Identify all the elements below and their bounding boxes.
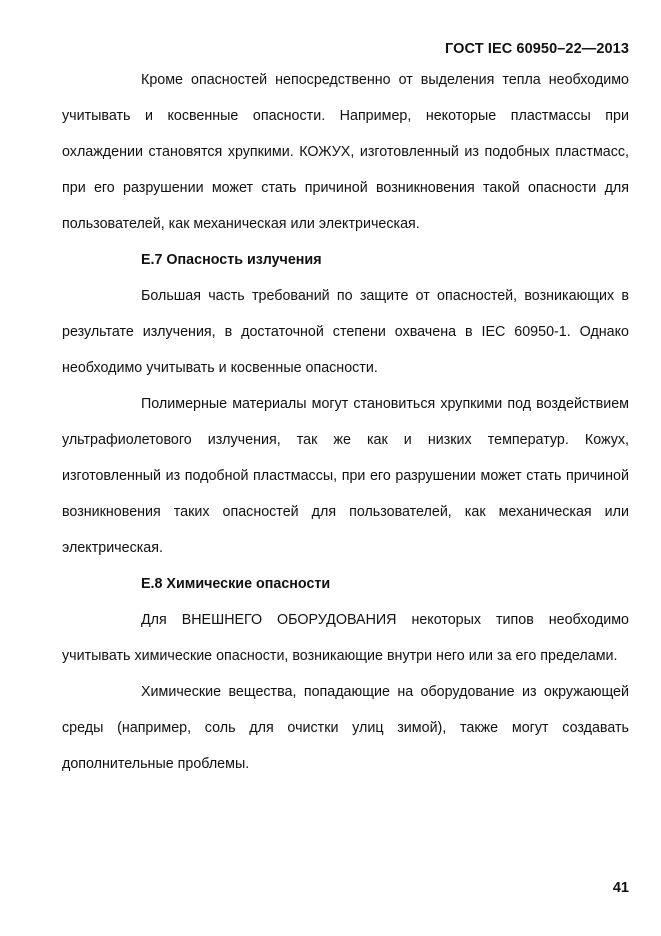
page-body xyxy=(62,62,629,782)
section-heading-e7: Е.7 Опасность излучения xyxy=(141,252,322,268)
paragraph-external-equipment-chemical: Для ВНЕШНЕГО ОБОРУДОВАНИЯ некоторых типов необходимо учитывать химические опасности, возникающие внутри него или за его пределами. xyxy=(62,612,629,664)
paragraph-thermal-indirect-hazards: Кроме опасностей непосредственно от выделения тепла необходимо учитывать и косвенные опасности. Например, некоторые пластмассы при охлаждении становятся хрупкими. КОЖУХ, изготовленный из подобных пластмасс, при его разрушении может стать причиной возникновения такой опасности для пользователей, как механическая или электрическая. xyxy=(62,72,629,232)
page-number: 41 xyxy=(612,880,629,896)
section-heading-e8: Е.8 Химические опасности xyxy=(141,576,331,592)
paragraph-radiation-requirements: Большая часть требований по защите от опасностей, возникающих в результате излучения, в достаточной степени охвачена в IEC 60950-1. Однако необходимо учитывать и косвенные опасности. xyxy=(62,288,629,376)
document-code-header: ГОСТ IEC 60950–22—2013 xyxy=(445,41,629,57)
paragraph-environmental-chemicals: Химические вещества, попадающие на оборудование из окружающей среды (например, соль для очистки улиц зимой), также могут создавать дополнительные проблемы. xyxy=(62,684,629,772)
paragraph-polymer-brittleness: Полимерные материалы могут становиться хрупкими под воздействием ультрафиолетового излучения, так же как и низких температур. Кожух, изготовленный из подобной пластмассы, при его разрушении может стать причиной возникновения таких опасностей для пользователей, как механическая или электрическая. xyxy=(62,396,629,556)
